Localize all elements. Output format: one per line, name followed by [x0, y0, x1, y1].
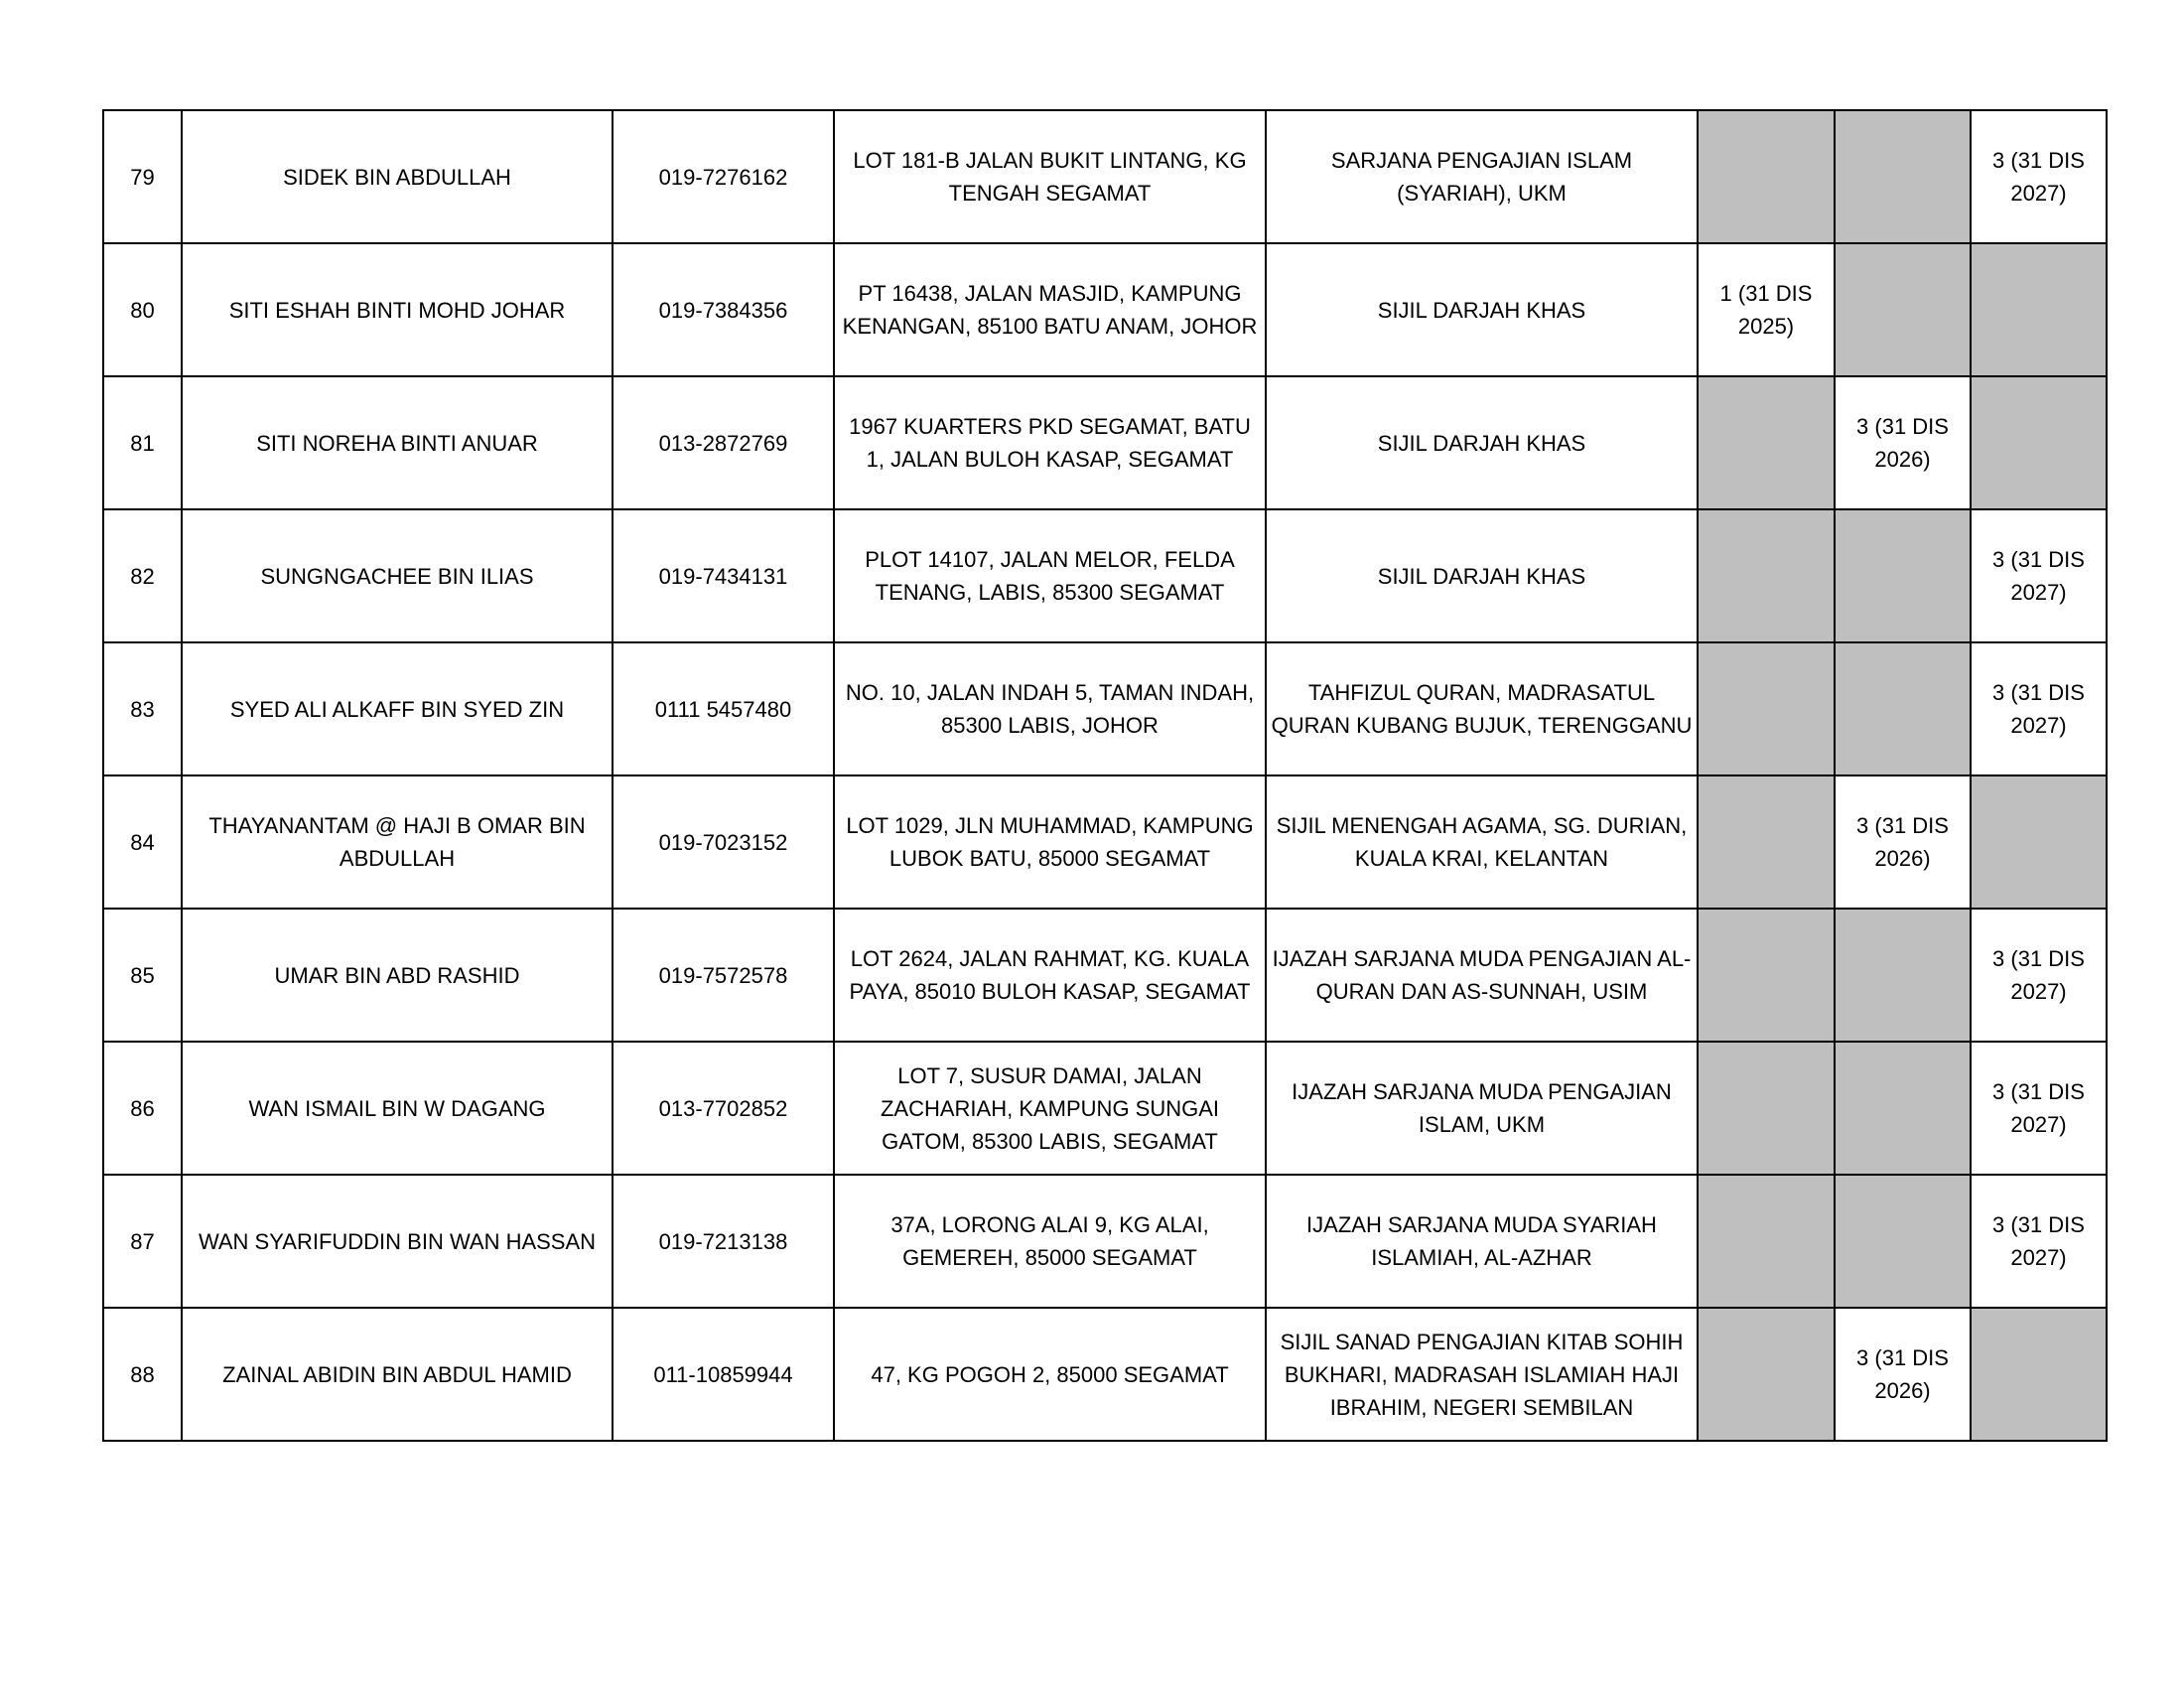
row-number-cell: 88 [103, 1308, 182, 1441]
name-cell: THAYANANTAM @ HAJI B OMAR BIN ABDULLAH [182, 775, 613, 909]
phone-cell: 019-7023152 [613, 775, 834, 909]
term-2-cell [1835, 775, 1971, 909]
phone-cell: 013-2872769 [613, 376, 834, 509]
row-number-cell: 80 [103, 243, 182, 376]
table-row [103, 1042, 2107, 1175]
qualification-cell: SARJANA PENGAJIAN ISLAM (SYARIAH), UKM [1266, 110, 1698, 243]
qualification-cell: TAHFIZUL QURAN, MADRASATUL QURAN KUBANG BUJUK, TERENGGANU [1266, 642, 1698, 775]
phone-cell: 0111 5457480 [613, 642, 834, 775]
term-3-text: 3 (31 DIS 2027) [1992, 1079, 2085, 1137]
address-cell: PLOT 14107, JALAN MELOR, FELDA TENANG, LABIS, 85300 SEGAMAT [834, 509, 1266, 642]
name-cell: SYED ALI ALKAFF BIN SYED ZIN [182, 642, 613, 775]
term-1-cell [1698, 110, 1835, 243]
term-1-cell [1698, 1042, 1835, 1175]
term-3-cell [1971, 376, 2107, 509]
name-cell: SUNGNGACHEE BIN ILIAS [182, 509, 613, 642]
name-cell: SITI NOREHA BINTI ANUAR [182, 376, 613, 509]
table-row [103, 642, 2107, 775]
term-1-cell [1698, 1308, 1835, 1441]
table-row [103, 509, 2107, 642]
term-1-cell [1698, 642, 1835, 775]
term-3-text: 3 (31 DIS 2027) [1992, 1212, 2085, 1270]
table-row [103, 243, 2107, 376]
term-2-cell [1835, 642, 1971, 775]
phone-cell: 019-7384356 [613, 243, 834, 376]
term-3-cell [1971, 1308, 2107, 1441]
term-2-cell [1835, 1175, 1971, 1308]
name-cell: ZAINAL ABIDIN BIN ABDUL HAMID [182, 1308, 613, 1441]
term-3-text: 3 (31 DIS 2027) [1992, 946, 2085, 1004]
term-2-text: 3 (31 DIS 2026) [1856, 414, 1949, 472]
term-3-text: 3 (31 DIS 2027) [1992, 148, 2085, 206]
table-row [103, 376, 2107, 509]
term-3-cell [1971, 909, 2107, 1042]
records-table-body [103, 110, 2107, 1441]
term-2-cell [1835, 376, 1971, 509]
term-2-cell [1835, 1042, 1971, 1175]
address-cell: LOT 181-B JALAN BUKIT LINTANG, KG TENGAH SEGAMAT [834, 110, 1266, 243]
term-1-cell [1698, 909, 1835, 1042]
term-1-cell [1698, 509, 1835, 642]
address-cell: LOT 1029, JLN MUHAMMAD, KAMPUNG LUBOK BATU, 85000 SEGAMAT [834, 775, 1266, 909]
term-2-text: 3 (31 DIS 2026) [1856, 1345, 1949, 1403]
term-3-cell [1971, 775, 2107, 909]
qualification-cell: SIJIL DARJAH KHAS [1266, 243, 1698, 376]
name-cell: SITI ESHAH BINTI MOHD JOHAR [182, 243, 613, 376]
term-3-cell [1971, 509, 2107, 642]
phone-cell: 019-7213138 [613, 1175, 834, 1308]
qualification-cell: IJAZAH SARJANA MUDA PENGAJIAN AL-QURAN DAN AS-SUNNAH, USIM [1266, 909, 1698, 1042]
term-1-cell [1698, 376, 1835, 509]
qualification-cell: IJAZAH SARJANA MUDA SYARIAH ISLAMIAH, AL-AZHAR [1266, 1175, 1698, 1308]
phone-cell: 019-7434131 [613, 509, 834, 642]
table-row [103, 775, 2107, 909]
term-2-cell [1835, 110, 1971, 243]
name-cell: WAN ISMAIL BIN W DAGANG [182, 1042, 613, 1175]
qualification-cell: SIJIL SANAD PENGAJIAN KITAB SOHIH BUKHARI, MADRASAH ISLAMIAH HAJI IBRAHIM, NEGERI SEMBILAN [1266, 1308, 1698, 1441]
qualification-cell: SIJIL MENENGAH AGAMA, SG. DURIAN, KUALA KRAI, KELANTAN [1266, 775, 1698, 909]
row-number-cell: 81 [103, 376, 182, 509]
term-3-cell [1971, 1175, 2107, 1308]
term-2-cell [1835, 1308, 1971, 1441]
row-number-cell: 83 [103, 642, 182, 775]
row-number-cell: 87 [103, 1175, 182, 1308]
address-cell: PT 16438, JALAN MASJID, KAMPUNG KENANGAN, 85100 BATU ANAM, JOHOR [834, 243, 1266, 376]
name-cell: SIDEK BIN ABDULLAH [182, 110, 613, 243]
term-3-cell [1971, 1042, 2107, 1175]
name-cell: UMAR BIN ABD RASHID [182, 909, 613, 1042]
term-2-cell [1835, 909, 1971, 1042]
phone-cell: 019-7572578 [613, 909, 834, 1042]
address-cell: LOT 2624, JALAN RAHMAT, KG. KUALA PAYA, 85010 BULOH KASAP, SEGAMAT [834, 909, 1266, 1042]
row-number-cell: 85 [103, 909, 182, 1042]
table-row [103, 1308, 2107, 1441]
phone-cell: 011-10859944 [613, 1308, 834, 1441]
term-2-cell [1835, 243, 1971, 376]
records-table [102, 109, 2108, 1442]
name-cell: WAN SYARIFUDDIN BIN WAN HASSAN [182, 1175, 613, 1308]
qualification-cell: IJAZAH SARJANA MUDA PENGAJIAN ISLAM, UKM [1266, 1042, 1698, 1175]
row-number-cell: 82 [103, 509, 182, 642]
row-number-cell: 79 [103, 110, 182, 243]
table-row [103, 909, 2107, 1042]
address-cell: 37A, LORONG ALAI 9, KG ALAI, GEMEREH, 85000 SEGAMAT [834, 1175, 1266, 1308]
term-2-text: 3 (31 DIS 2026) [1856, 813, 1949, 871]
term-3-text: 3 (31 DIS 2027) [1992, 680, 2085, 738]
address-cell: LOT 7, SUSUR DAMAI, JALAN ZACHARIAH, KAMPUNG SUNGAI GATOM, 85300 LABIS, SEGAMAT [834, 1042, 1266, 1175]
phone-cell: 013-7702852 [613, 1042, 834, 1175]
term-1-cell [1698, 1175, 1835, 1308]
qualification-cell: SIJIL DARJAH KHAS [1266, 509, 1698, 642]
address-cell: NO. 10, JALAN INDAH 5, TAMAN INDAH, 85300 LABIS, JOHOR [834, 642, 1266, 775]
term-1-cell [1698, 775, 1835, 909]
row-number-cell: 86 [103, 1042, 182, 1175]
phone-cell: 019-7276162 [613, 110, 834, 243]
term-3-text: 3 (31 DIS 2027) [1992, 547, 2085, 605]
term-1-cell [1698, 243, 1835, 376]
term-3-cell [1971, 642, 2107, 775]
term-3-cell [1971, 243, 2107, 376]
qualification-cell: SIJIL DARJAH KHAS [1266, 376, 1698, 509]
address-cell: 47, KG POGOH 2, 85000 SEGAMAT [834, 1308, 1266, 1441]
table-row [103, 110, 2107, 243]
term-1-text: 1 (31 DIS 2025) [1719, 281, 1813, 339]
table-row [103, 1175, 2107, 1308]
term-3-cell [1971, 110, 2107, 243]
row-number-cell: 84 [103, 775, 182, 909]
address-cell: 1967 KUARTERS PKD SEGAMAT, BATU 1, JALAN BULOH KASAP, SEGAMAT [834, 376, 1266, 509]
term-2-cell [1835, 509, 1971, 642]
